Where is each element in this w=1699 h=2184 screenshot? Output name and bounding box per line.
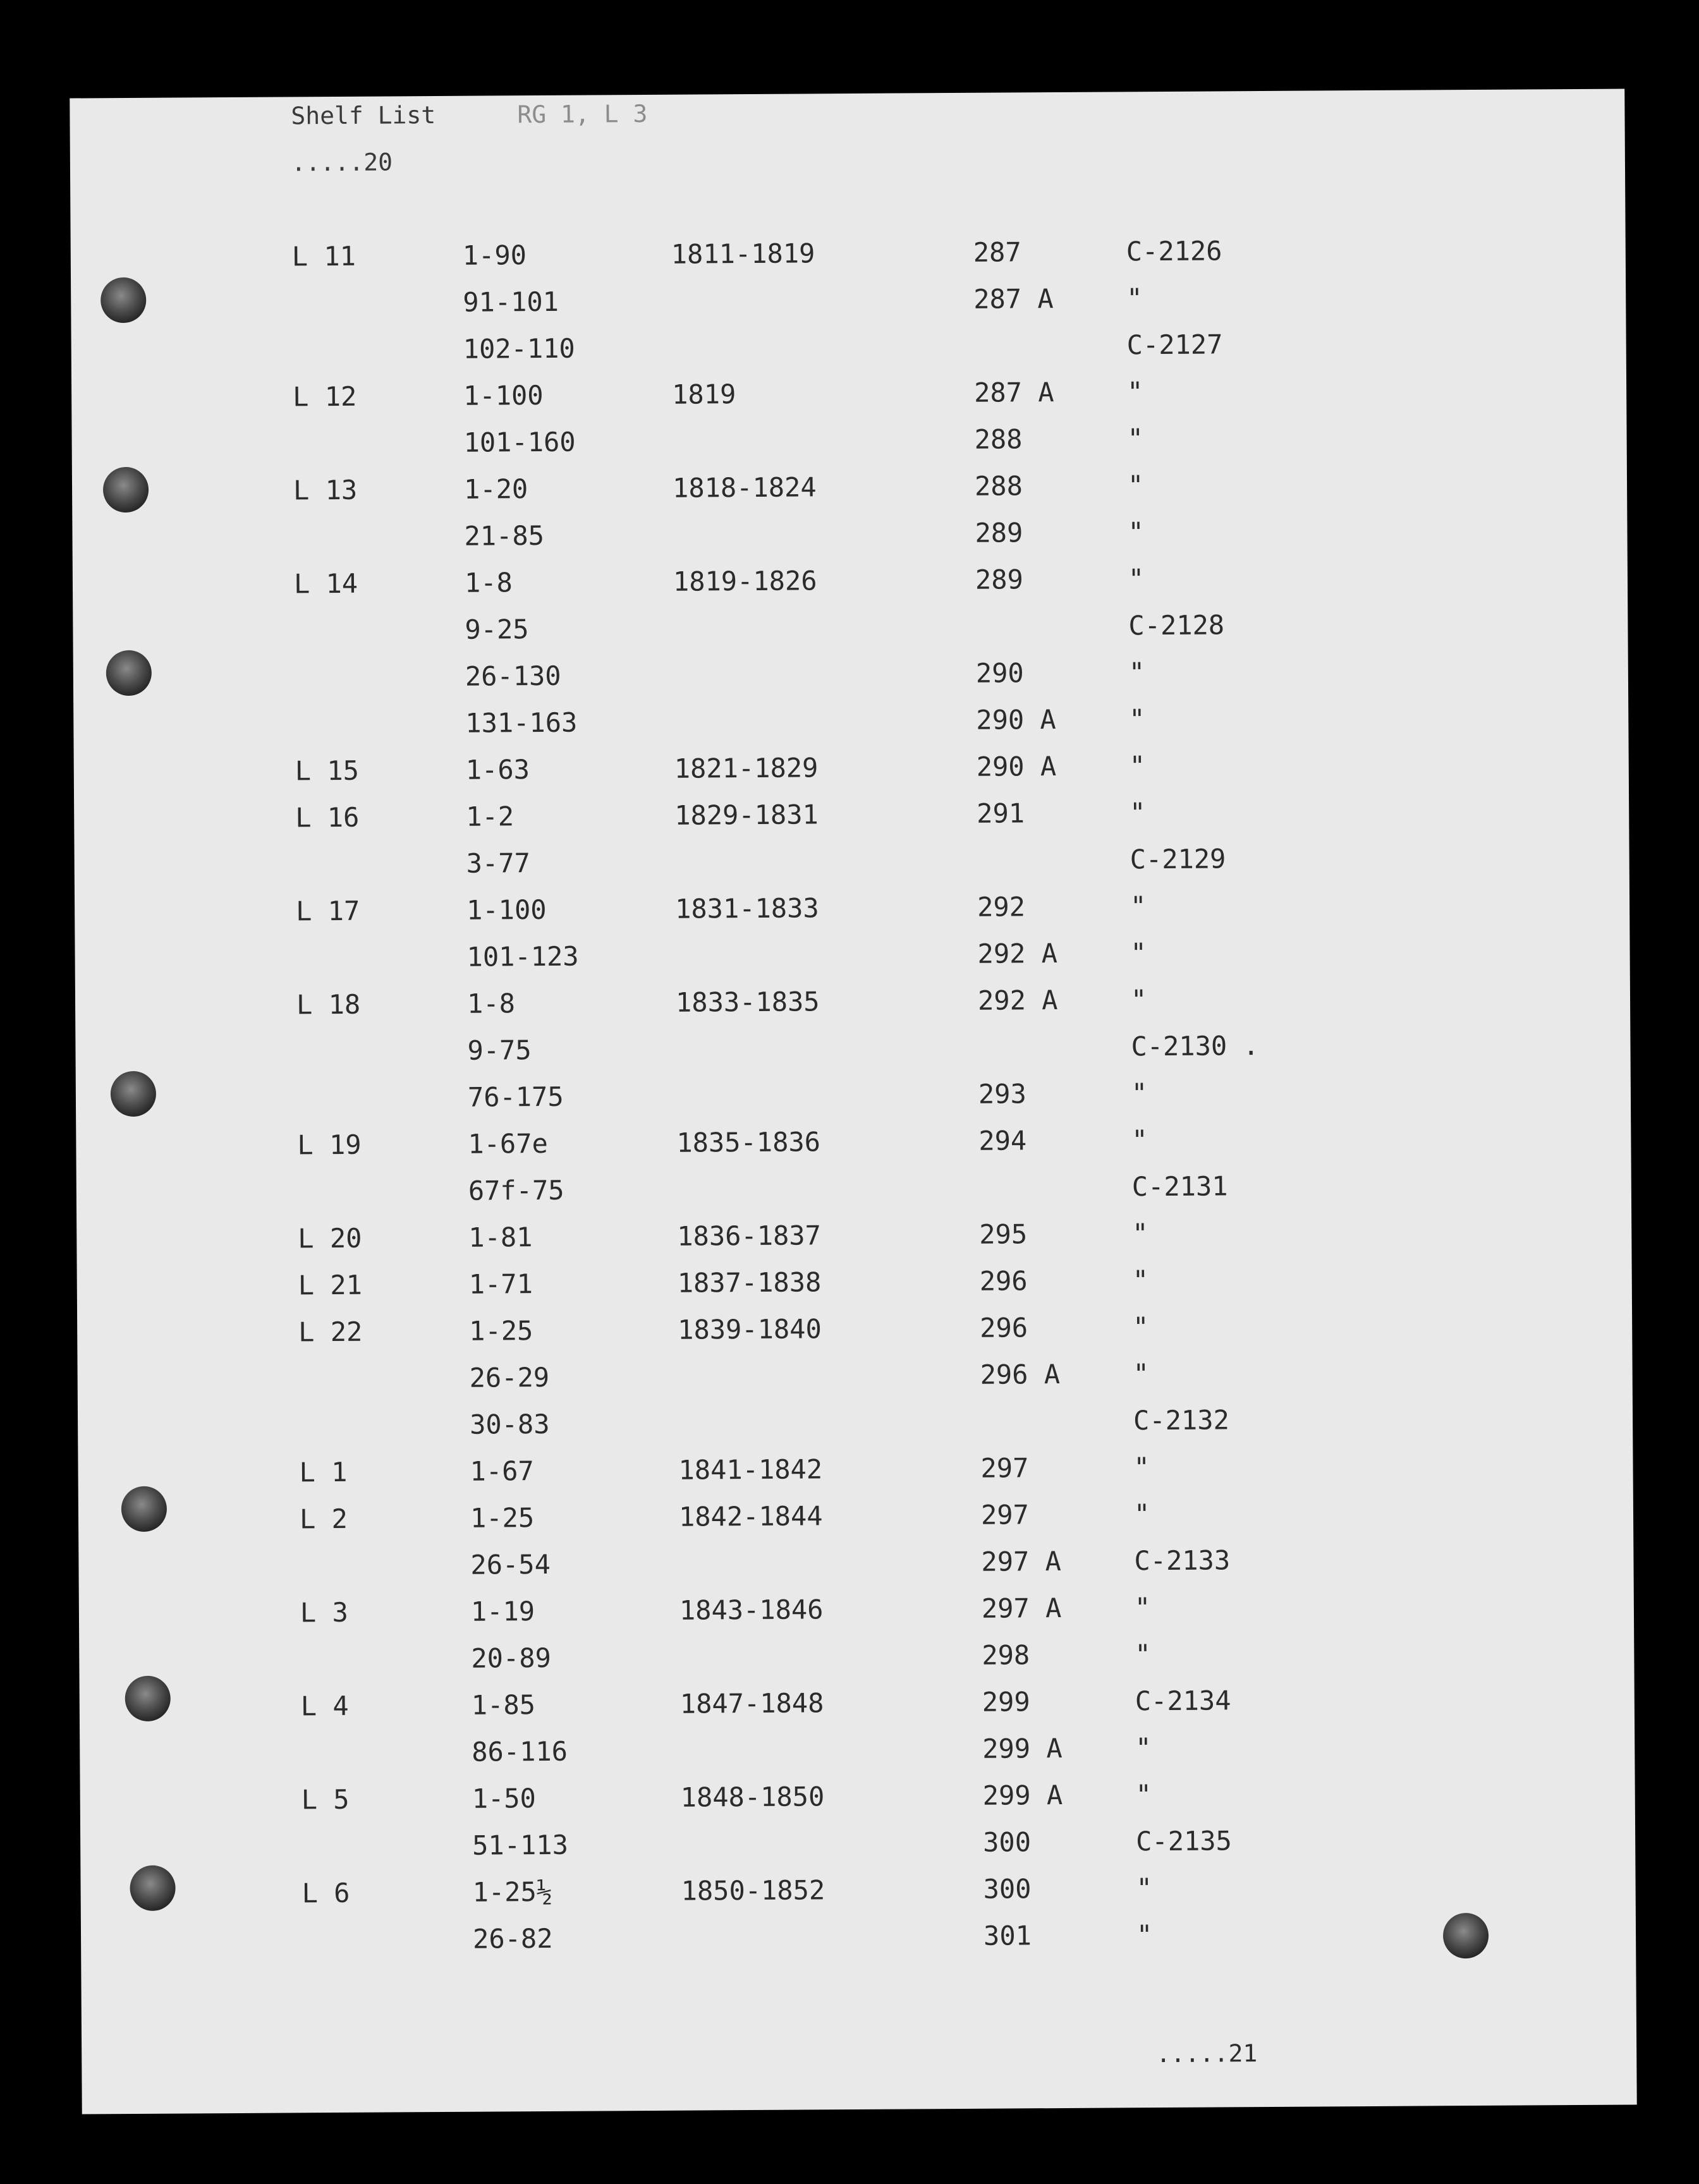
item-range: 91-101 bbox=[463, 286, 559, 318]
microfilm-reel: " bbox=[1128, 657, 1145, 688]
table-row bbox=[78, 1355, 1633, 1409]
series-label: L 18 bbox=[296, 988, 361, 1021]
item-range: 26-82 bbox=[472, 1922, 553, 1955]
microfilm-reel: C-2130 . bbox=[1131, 1030, 1259, 1062]
item-range: 1-100 bbox=[463, 379, 544, 411]
table-row bbox=[71, 280, 1626, 334]
microfilm-reel: " bbox=[1127, 423, 1144, 454]
volume-number: 290 bbox=[975, 657, 1024, 689]
microfilm-reel: C-2126 bbox=[1126, 235, 1222, 267]
next-page-marker: .....21 bbox=[1156, 2039, 1258, 2068]
date-range: 1819-1826 bbox=[673, 565, 817, 597]
item-range: 101-123 bbox=[466, 940, 579, 973]
volume-number: 297 A bbox=[981, 1592, 1062, 1624]
date-range: 1819 bbox=[672, 379, 736, 410]
volume-number: 292 A bbox=[977, 985, 1058, 1016]
series-label: L 2 bbox=[299, 1503, 348, 1535]
microfilm-reel: C-2135 bbox=[1136, 1825, 1233, 1857]
date-range: 1831-1833 bbox=[674, 892, 819, 925]
date-range: 1842-1844 bbox=[678, 1500, 823, 1532]
table-row bbox=[73, 700, 1628, 754]
volume-number: 296 A bbox=[980, 1359, 1061, 1390]
item-range: 1-20 bbox=[463, 473, 528, 505]
volume-number: 297 A bbox=[981, 1546, 1062, 1577]
volume-number: 299 A bbox=[982, 1779, 1063, 1811]
microfilm-reel: " bbox=[1133, 1358, 1150, 1390]
microfilm-reel: " bbox=[1126, 376, 1143, 408]
table-row bbox=[80, 1682, 1635, 1736]
volume-number: 297 bbox=[980, 1452, 1029, 1484]
item-range: 131-163 bbox=[465, 707, 578, 739]
table-row bbox=[75, 934, 1629, 988]
series-label: L 3 bbox=[300, 1596, 348, 1629]
item-range: 102-110 bbox=[463, 332, 575, 365]
series-label: L 12 bbox=[293, 380, 357, 413]
volume-number: 296 bbox=[980, 1312, 1028, 1344]
item-range: 86-116 bbox=[472, 1735, 568, 1768]
item-range: 1-19 bbox=[470, 1596, 535, 1627]
previous-page-marker: .....20 bbox=[291, 148, 393, 177]
table-row bbox=[73, 607, 1628, 661]
item-range: 1-8 bbox=[464, 567, 513, 598]
date-range: 1811-1819 bbox=[671, 238, 815, 270]
microfilm-reel: " bbox=[1131, 1124, 1148, 1156]
volume-number: 289 bbox=[975, 564, 1023, 595]
volume-number: 291 bbox=[977, 798, 1025, 829]
date-range: 1833-1835 bbox=[675, 986, 820, 1018]
date-range: 1841-1842 bbox=[678, 1453, 823, 1486]
date-range: 1821-1829 bbox=[674, 752, 819, 784]
volume-number: 292 bbox=[977, 891, 1026, 923]
table-row bbox=[78, 1448, 1633, 1502]
microfilm-reel: " bbox=[1130, 984, 1147, 1016]
document-page bbox=[70, 89, 1636, 2114]
microfilm-reel: " bbox=[1131, 1077, 1148, 1109]
item-range: 9-75 bbox=[467, 1034, 532, 1066]
series-label: L 16 bbox=[295, 801, 360, 834]
item-range: 1-25½ bbox=[472, 1876, 553, 1908]
table-row bbox=[73, 561, 1628, 614]
date-range: 1848-1850 bbox=[680, 1781, 825, 1813]
date-range: 1839-1840 bbox=[678, 1313, 822, 1345]
volume-number: 299 A bbox=[982, 1732, 1063, 1764]
item-range: 3-77 bbox=[466, 847, 530, 879]
item-range: 101-160 bbox=[463, 426, 576, 458]
table-row bbox=[75, 1028, 1630, 1081]
table-row bbox=[76, 1121, 1631, 1175]
date-range: 1847-1848 bbox=[679, 1687, 824, 1720]
table-row bbox=[76, 1215, 1631, 1268]
item-range: 1-85 bbox=[471, 1689, 536, 1721]
series-label: L 20 bbox=[298, 1222, 362, 1254]
volume-number: 290 A bbox=[976, 751, 1057, 782]
volume-number: 301 bbox=[983, 1920, 1032, 1951]
volume-number: 289 bbox=[975, 517, 1023, 549]
microfilm-reel: " bbox=[1129, 750, 1146, 782]
microfilm-reel: " bbox=[1134, 1592, 1151, 1623]
date-range: 1818-1824 bbox=[672, 471, 817, 504]
date-range: 1843-1846 bbox=[679, 1594, 824, 1626]
volume-number: 293 bbox=[978, 1078, 1026, 1110]
item-range: 9-25 bbox=[465, 614, 529, 645]
table-row bbox=[75, 840, 1629, 894]
table-row bbox=[72, 467, 1627, 521]
item-range: 76-175 bbox=[467, 1081, 564, 1113]
item-range: 20-89 bbox=[471, 1642, 551, 1674]
table-row bbox=[75, 981, 1630, 1034]
table-row bbox=[80, 1776, 1635, 1829]
table-row bbox=[74, 747, 1629, 801]
microfilm-reel: " bbox=[1135, 1732, 1152, 1764]
microfilm-reel: " bbox=[1136, 1919, 1153, 1951]
date-range: 1837-1838 bbox=[677, 1266, 822, 1299]
table-row bbox=[71, 233, 1626, 287]
table-row bbox=[73, 653, 1628, 707]
series-label: L 13 bbox=[293, 474, 358, 506]
table-row bbox=[80, 1823, 1635, 1876]
series-label: L 6 bbox=[301, 1877, 350, 1909]
volume-number: 287 bbox=[973, 236, 1021, 268]
microfilm-reel: " bbox=[1136, 1872, 1153, 1904]
microfilm-reel: " bbox=[1126, 282, 1143, 314]
item-range: 30-83 bbox=[469, 1408, 550, 1440]
item-range: 1-100 bbox=[466, 894, 547, 926]
volume-number: 287 A bbox=[973, 283, 1054, 315]
volume-number: 294 bbox=[978, 1125, 1027, 1156]
microfilm-reel: " bbox=[1133, 1498, 1150, 1530]
microfilm-reel: C-2131 bbox=[1131, 1170, 1228, 1203]
series-label: L 14 bbox=[293, 567, 358, 600]
volume-number: 296 bbox=[979, 1265, 1028, 1297]
document-title: Shelf List bbox=[291, 101, 436, 130]
microfilm-reel: " bbox=[1129, 703, 1145, 735]
microfilm-reel: " bbox=[1130, 937, 1147, 969]
volume-number: 300 bbox=[983, 1826, 1032, 1858]
table-row bbox=[80, 1729, 1635, 1783]
item-range: 1-71 bbox=[468, 1268, 533, 1300]
table-row bbox=[74, 794, 1629, 847]
item-range: 1-81 bbox=[468, 1222, 533, 1253]
microfilm-reel: " bbox=[1133, 1311, 1149, 1343]
table-row bbox=[77, 1261, 1632, 1315]
record-group-reference: RG 1, L 3 bbox=[517, 99, 648, 129]
volume-number: 297 bbox=[980, 1499, 1030, 1531]
series-label: L 11 bbox=[291, 240, 356, 272]
item-range: 1-63 bbox=[465, 754, 530, 786]
volume-number: 295 bbox=[979, 1218, 1028, 1250]
series-label: L 21 bbox=[298, 1269, 363, 1301]
item-range: 67f-75 bbox=[468, 1174, 564, 1206]
item-range: 1-2 bbox=[466, 801, 515, 832]
microfilm-reel: C-2133 bbox=[1134, 1544, 1231, 1577]
item-range: 1-90 bbox=[462, 240, 527, 271]
table-row bbox=[71, 327, 1626, 380]
microfilm-reel: " bbox=[1128, 563, 1145, 595]
item-range: 51-113 bbox=[472, 1829, 569, 1861]
series-label: L 17 bbox=[295, 895, 360, 927]
date-range: 1829-1831 bbox=[674, 799, 819, 831]
series-label: L 4 bbox=[300, 1690, 349, 1722]
microfilm-reel: " bbox=[1135, 1639, 1151, 1670]
volume-number: 300 bbox=[983, 1873, 1032, 1905]
microfilm-reel: " bbox=[1127, 470, 1144, 501]
volume-number: 287 A bbox=[974, 377, 1054, 408]
microfilm-reel: " bbox=[1132, 1265, 1149, 1296]
microfilm-reel: " bbox=[1133, 1452, 1150, 1483]
item-range: 26-54 bbox=[470, 1548, 551, 1580]
volume-number: 288 bbox=[974, 470, 1023, 502]
volume-number: 299 bbox=[982, 1686, 1030, 1718]
item-range: 26-130 bbox=[465, 660, 561, 692]
date-range: 1850-1852 bbox=[681, 1874, 825, 1907]
table-row bbox=[79, 1635, 1634, 1689]
table-row bbox=[71, 373, 1626, 427]
table-row bbox=[75, 887, 1629, 941]
table-row bbox=[72, 514, 1627, 567]
table-row bbox=[77, 1308, 1632, 1362]
volume-number: 288 bbox=[974, 423, 1023, 455]
microfilm-reel: C-2134 bbox=[1135, 1685, 1231, 1717]
table-row bbox=[80, 1869, 1635, 1923]
item-range: 21-85 bbox=[464, 519, 545, 552]
volume-number: 290 A bbox=[976, 704, 1056, 736]
microfilm-reel: " bbox=[1130, 890, 1147, 922]
table-row bbox=[78, 1542, 1633, 1596]
microfilm-reel: C-2127 bbox=[1126, 329, 1223, 361]
date-range: 1836-1837 bbox=[677, 1220, 822, 1252]
series-label: L 1 bbox=[299, 1456, 348, 1488]
volume-number: 298 bbox=[982, 1639, 1030, 1671]
item-range: 1-67 bbox=[470, 1455, 534, 1487]
microfilm-reel: " bbox=[1135, 1779, 1152, 1811]
table-row bbox=[79, 1589, 1634, 1642]
table-row bbox=[81, 1916, 1636, 1970]
microfilm-reel: " bbox=[1132, 1218, 1148, 1249]
table-row bbox=[78, 1495, 1633, 1549]
series-label: L 22 bbox=[298, 1316, 363, 1348]
item-range: 1-8 bbox=[466, 988, 516, 1019]
volume-number: 292 A bbox=[977, 938, 1058, 969]
microfilm-reel: " bbox=[1128, 516, 1144, 548]
item-range: 1-50 bbox=[472, 1783, 537, 1814]
item-range: 1-25 bbox=[469, 1315, 533, 1347]
item-range: 1-67e bbox=[468, 1127, 548, 1160]
series-label: L 5 bbox=[301, 1783, 350, 1816]
series-label: L 19 bbox=[297, 1129, 362, 1161]
table-row bbox=[71, 420, 1626, 474]
series-label: L 15 bbox=[295, 755, 360, 787]
microfilm-reel: " bbox=[1130, 797, 1146, 828]
date-range: 1835-1836 bbox=[676, 1126, 821, 1158]
item-range: 26-29 bbox=[469, 1361, 550, 1393]
item-range: 1-25 bbox=[470, 1502, 535, 1534]
table-row bbox=[76, 1074, 1631, 1128]
table-row bbox=[76, 1168, 1631, 1222]
microfilm-reel: C-2132 bbox=[1133, 1404, 1229, 1436]
microfilm-reel: C-2129 bbox=[1130, 843, 1226, 875]
table-row bbox=[78, 1402, 1633, 1455]
microfilm-reel: C-2128 bbox=[1128, 609, 1225, 641]
